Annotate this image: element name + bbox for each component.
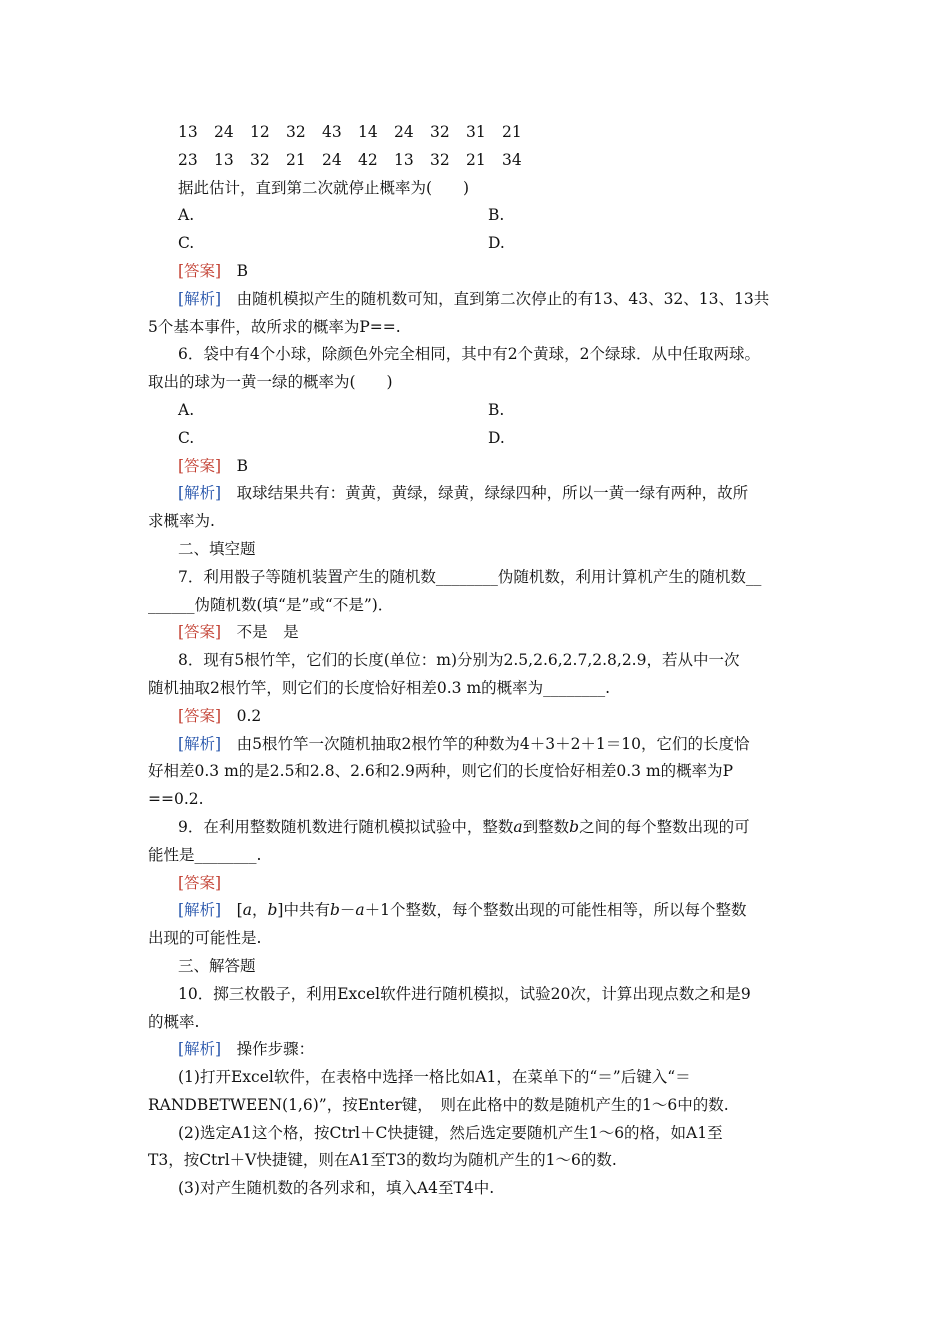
- q9-stem-cont: 能性是________.: [148, 845, 262, 864]
- q6-analysis-cont: 求概率为.: [148, 512, 215, 531]
- q6-analysis: [148, 480, 808, 508]
- q10-step1-cont: RANDBETWEEN(1,6)”，按Enter键， 则在此格中的数是随机产生的1～6中的数.: [148, 1095, 729, 1114]
- q6-options-cd: [148, 425, 808, 453]
- answer-tag: [答案]: [178, 623, 222, 642]
- q5-analysis-cont: 5个基本事件，故所求的概率为P==.: [148, 317, 401, 336]
- document-body: [148, 119, 808, 1203]
- analysis-text: 由5根竹竿一次随机抽取2根竹竿的种数为4＋3＋2＋1＝10，它们的长度恰: [236, 734, 750, 753]
- q8-answer: [148, 703, 808, 731]
- option-d: D.: [488, 428, 505, 447]
- answer-value: B: [236, 456, 249, 475]
- answer-tag: [答案]: [178, 456, 222, 475]
- q8-analysis: [148, 731, 808, 759]
- number-cell: 24: [214, 123, 234, 141]
- q9-text: 9．在利用整数随机数进行随机模拟试验中，整数: [178, 817, 514, 836]
- q6-stem: 6．袋中有4个小球，除颜色外完全相同，其中有2个黄球，2个绿球．从中任取两球。: [178, 345, 760, 364]
- number-cell: 32: [430, 150, 450, 169]
- q9-answer: [148, 870, 808, 898]
- q9-analysis-cont: 出现的可能性是.: [148, 929, 262, 948]
- variable-b: b: [329, 901, 340, 920]
- answer-value: 0.2: [236, 706, 262, 725]
- random-number-row: [148, 147, 808, 175]
- analysis-text: ]中共有: [277, 901, 330, 920]
- variable-b: b: [569, 817, 580, 836]
- answer-tag: [答案]: [178, 873, 222, 892]
- q10-stem-cont: 的概率.: [148, 1012, 200, 1031]
- q6-stem-cont: 取出的球为一黄一绿的概率为( ): [148, 373, 393, 392]
- number-cell: 21: [286, 150, 306, 169]
- analysis-text: [: [236, 901, 243, 920]
- analysis-text: 由随机模拟产生的随机数可知，直到第二次停止的有13、43、32、13、13共: [236, 289, 770, 308]
- number-cell: 14: [358, 123, 378, 141]
- q7-stem-cont: ______伪随机数(填“是”或“不是”)．: [148, 595, 394, 614]
- option-a: A.: [178, 206, 195, 225]
- option-c: C.: [178, 234, 195, 253]
- number-cell: 13: [394, 150, 414, 169]
- q5-options-cd: [148, 230, 808, 258]
- number-cell: 32: [250, 150, 270, 169]
- q8-stem: 8．现有5根竹竿，它们的长度(单位：m)分别为2.5,2.6,2.7,2.8,2.9，若从中一次: [178, 651, 740, 670]
- variable-b: b: [267, 901, 278, 920]
- q8-stem-cont: 随机抽取2根竹竿，则它们的长度恰好相差0.3 m的概率为________.: [148, 678, 611, 697]
- analysis-text: ，: [251, 901, 268, 920]
- option-d: D.: [488, 234, 505, 253]
- q10-step3: (3)对产生随机数的各列求和，填入A4至T4中.: [178, 1179, 495, 1198]
- number-cell: 13: [178, 123, 198, 141]
- analysis-tag: [解析]: [178, 1040, 222, 1059]
- analysis-text: 取球结果共有：黄黄，黄绿，绿黄，绿绿四种，所以一黄一绿有两种，故所: [236, 484, 749, 503]
- q10-stem: 10．掷三枚骰子，利用Excel软件进行随机模拟，试验20次，计算出现点数之和是9: [178, 984, 751, 1003]
- q5-options-ab: [148, 202, 808, 230]
- number-cell: 13: [214, 150, 234, 169]
- option-b: B.: [488, 206, 505, 225]
- analysis-text: 操作步骤：: [236, 1040, 315, 1059]
- q7-answer: [148, 619, 808, 647]
- number-cell: 12: [250, 123, 270, 141]
- number-cell: 23: [178, 150, 198, 169]
- number-cell: 31: [466, 123, 486, 141]
- option-b: B.: [488, 400, 505, 419]
- answer-value: B: [236, 261, 249, 280]
- section-heading-fill-in: 二、填空题: [178, 539, 256, 558]
- number-cell: 24: [322, 150, 342, 169]
- random-number-row: [148, 119, 808, 147]
- q10-step2: (2)选定A1这个格，按Ctrl＋C快捷键，然后选定要随机产生1～6的格，如A1至: [178, 1123, 723, 1142]
- q10-step1: (1)打开Excel软件，在表格中选择一格比如A1，在菜单下的“＝”后键入“＝: [178, 1068, 691, 1087]
- answer-tag: [答案]: [178, 261, 222, 280]
- analysis-text: －: [339, 901, 356, 920]
- q6-answer: [148, 453, 808, 481]
- analysis-tag: [解析]: [178, 901, 222, 920]
- number-cell: 21: [466, 150, 486, 169]
- variable-a: a: [242, 901, 252, 920]
- answer-tag: [答案]: [178, 706, 222, 725]
- q9-text: 到整数: [522, 817, 570, 836]
- q7-stem: 7．利用骰子等随机装置产生的随机数________伪随机数，利用计算机产生的随机数__: [178, 567, 762, 586]
- q6-options-ab: [148, 397, 808, 425]
- number-cell: 32: [430, 123, 450, 141]
- q8-analysis-cont: 好相差0.3 m的是2.5和2.8、2.6和2.9两种，则它们的长度恰好相差0.3 m的概率为P: [148, 762, 734, 781]
- q8-analysis-cont2: ==0.2.: [148, 790, 204, 809]
- option-a: A.: [178, 400, 195, 419]
- number-cell: 42: [358, 150, 378, 169]
- analysis-text: ＋1个整数，每个整数出现的可能性相等，所以每个整数: [364, 901, 747, 920]
- option-c: C.: [178, 428, 195, 447]
- q10-analysis: [148, 1036, 808, 1064]
- q5-answer: [148, 258, 808, 286]
- variable-a: a: [513, 817, 523, 836]
- variable-a: a: [355, 901, 365, 920]
- q9-text: 之间的每个整数出现的可: [579, 817, 750, 836]
- q10-step2-cont: T3，按Ctrl＋V快捷键，则在A1至T3的数均为随机产生的1～6的数.: [148, 1151, 617, 1170]
- q9-analysis: [148, 897, 808, 925]
- analysis-tag: [解析]: [178, 289, 222, 308]
- number-cell: 24: [394, 123, 414, 141]
- number-cell: 21: [502, 123, 522, 141]
- analysis-tag: [解析]: [178, 734, 222, 753]
- section-heading-solve: 三、解答题: [178, 956, 256, 975]
- q5-stem: 据此估计，直到第二次就停止概率为( ): [178, 178, 470, 197]
- number-cell: 34: [502, 150, 522, 169]
- q9-stem: [148, 814, 808, 842]
- q5-analysis: [148, 286, 808, 314]
- number-cell: 43: [322, 123, 342, 141]
- answer-value: 不是 是: [236, 623, 299, 642]
- number-cell: 32: [286, 123, 306, 141]
- analysis-tag: [解析]: [178, 484, 222, 503]
